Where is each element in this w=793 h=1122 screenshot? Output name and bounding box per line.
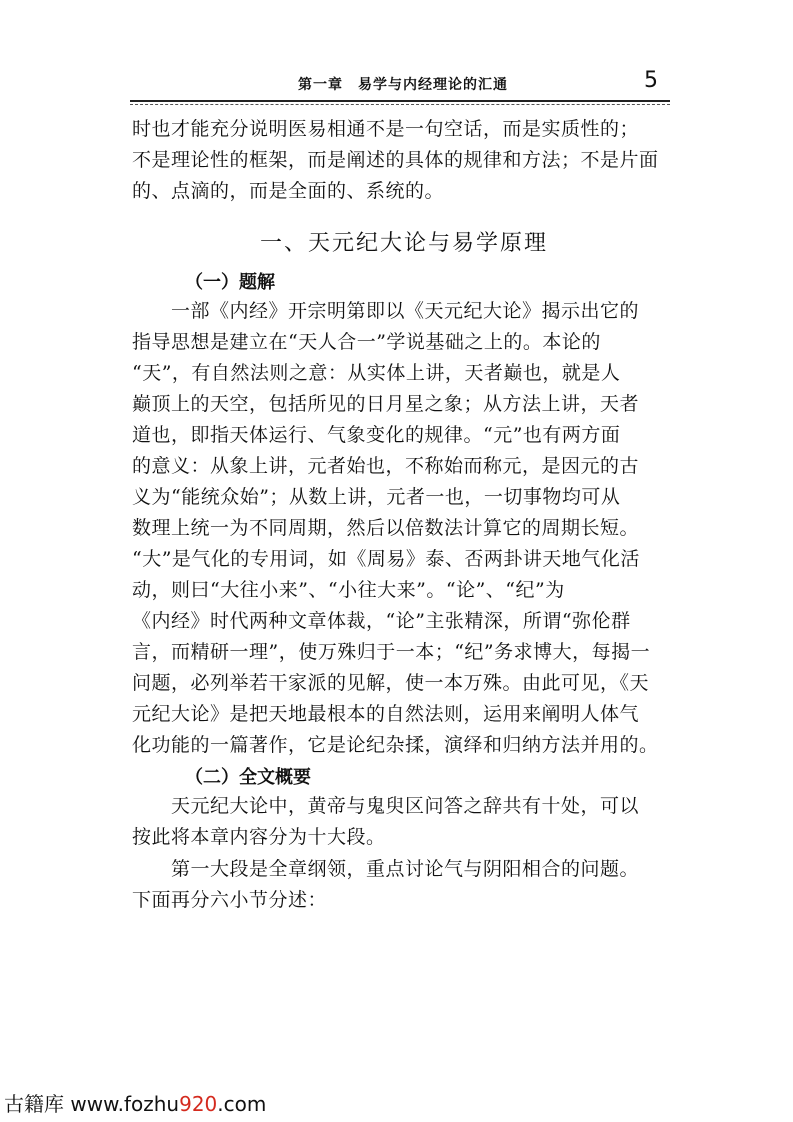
text-line: 不是理论性的框架，而是阐述的具体的规律和方法；不是片面 [132, 149, 659, 171]
page-number: 5 [644, 68, 658, 93]
header-rule-dashed [130, 104, 670, 105]
subsection-heading-2: （二）全文概要 [185, 767, 311, 788]
text-line: “天”，有自然法则之意：从实体上讲，天者巅也，就是人 [132, 362, 621, 384]
url-suffix: .com [217, 1092, 267, 1116]
url-number: 920 [179, 1092, 218, 1116]
text-line: 义为“能统众始”；从数上讲，元者一也，一切事物均可从 [132, 486, 621, 508]
text-line: 言，而精研一理”，使万殊归于一本；“纪”务求博大，每揭一 [132, 641, 651, 663]
text-line: 时也才能充分说明医易相通不是一句空话，而是实质性的； [132, 118, 640, 140]
text-line: 道也，即指天体运行、气象变化的规律。“元”也有两方面 [132, 424, 621, 446]
subsection-heading-1: （一）题解 [185, 272, 275, 293]
text-line: 一部《内经》开宗明第即以《天元纪大论》揭示出它的 [171, 300, 640, 322]
site-name: 古籍库 [4, 1092, 64, 1116]
header-rule [130, 100, 670, 102]
text-line: 《内经》时代两种文章体裁，“论”主张精深，所谓“弥伦群 [132, 610, 631, 632]
text-line: 按此将本章内容分为十大段。 [132, 826, 386, 848]
chapter-title: 第一章 易学与内经理论的汇通 [298, 77, 508, 93]
text-line: 化功能的一篇著作，它是论纪杂揉，演绎和归纳方法并用的。 [132, 734, 659, 756]
text-line: 问题，必列举若干家派的见解，使一本万殊。由此可见，《天 [132, 672, 650, 694]
text-line: 天元纪大论中，黄帝与鬼臾区问答之辞共有十处，可以 [171, 795, 640, 817]
text-line: 下面再分六小节分述： [132, 889, 328, 911]
footer-watermark [4, 1088, 266, 1117]
text-line: 数理上统一为不同周期，然后以倍数法计算它的周期长短。 [132, 517, 640, 539]
page-header [130, 68, 670, 96]
text-line: “大”是气化的专用词，如《周易》泰、否两卦讲天地气化活 [132, 548, 640, 570]
text-line: 的意义：从象上讲，元者始也，不称始而称元，是因元的古 [132, 455, 640, 477]
site-url[interactable] [70, 1092, 266, 1116]
url-prefix: www.fozhu [70, 1092, 180, 1116]
section-heading: 一、天元纪大论与易学原理 [260, 231, 549, 256]
text-line: 动，则曰“大往小来”、“小往大来”。“论”、“纪”为 [132, 579, 565, 601]
text-line: 的、点滴的，而是全面的、系统的。 [132, 180, 445, 202]
text-line: 指导思想是建立在“天人合一”学说基础之上的。本论的 [132, 331, 601, 353]
text-line: 巅顶上的天空，包括所见的日月星之象；从方法上讲，天者 [132, 393, 640, 415]
text-line: 元纪大论》是把天地最根本的自然法则，运用来阐明人体气 [132, 703, 640, 725]
text-line: 第一大段是全章纲领，重点讨论气与阴阳相合的问题。 [171, 858, 640, 880]
